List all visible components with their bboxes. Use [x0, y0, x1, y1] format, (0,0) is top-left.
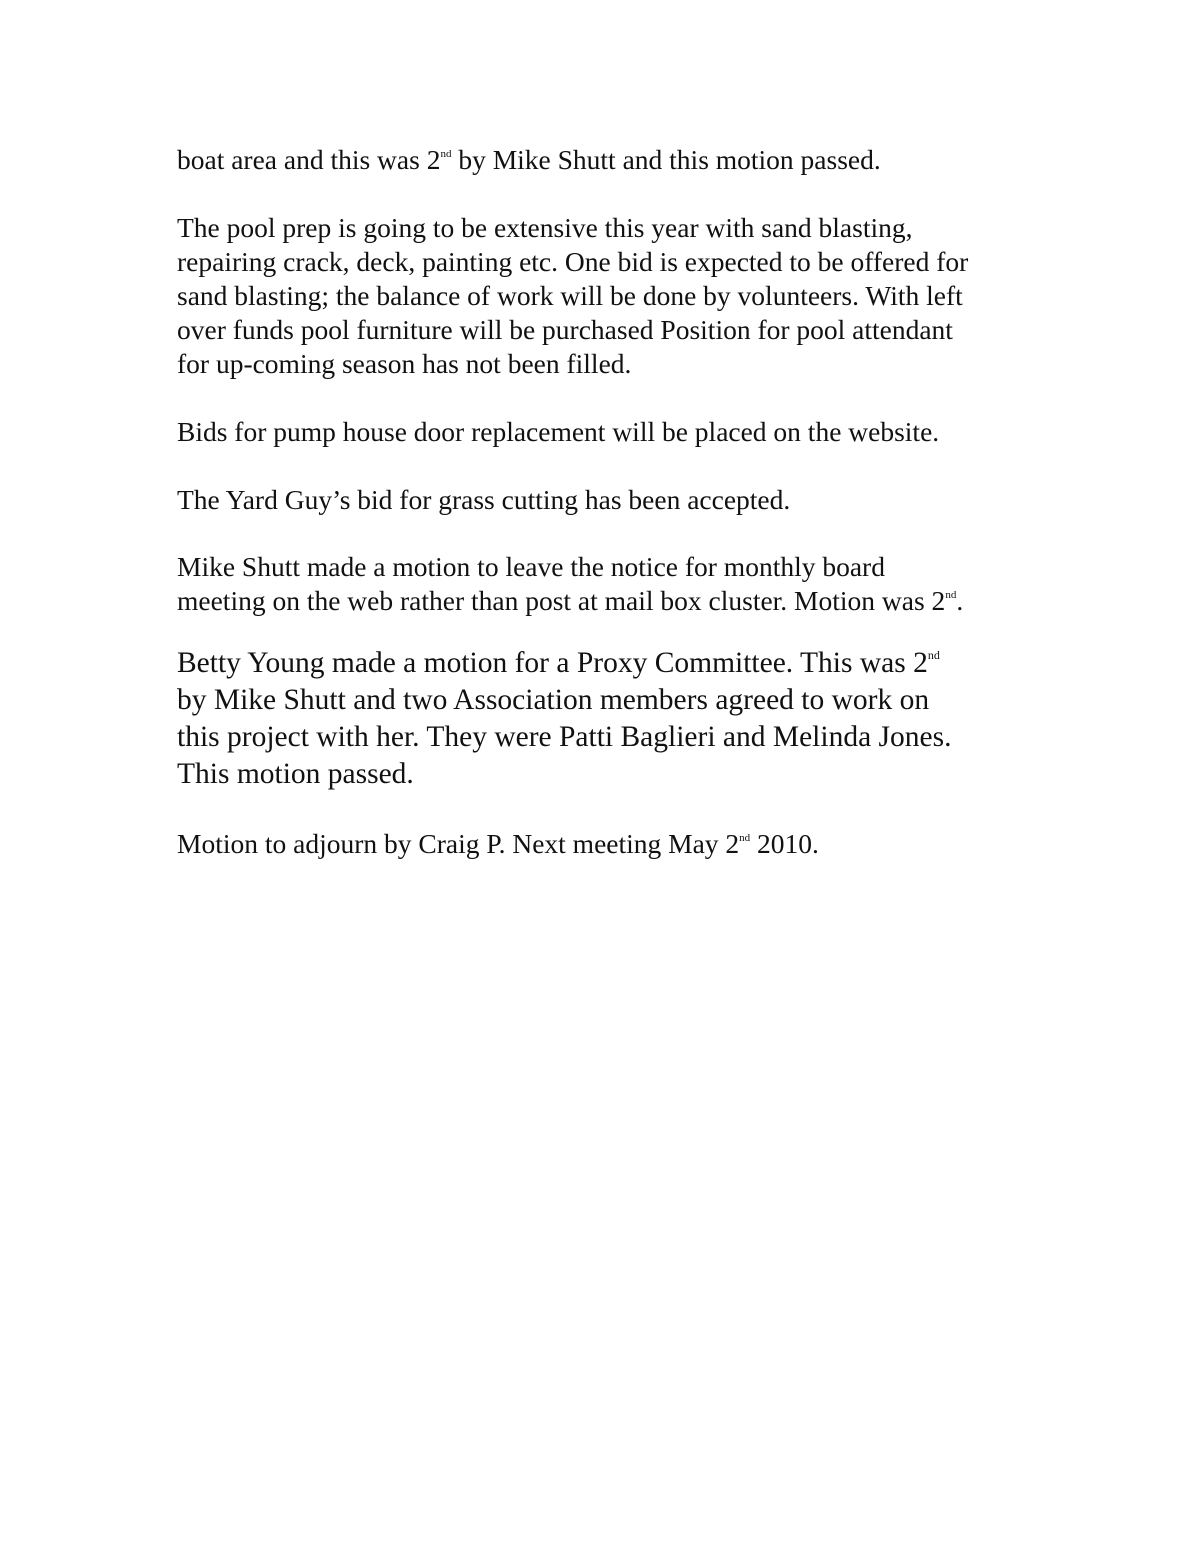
- text-line: boat area and this was 2nd by Mike Shutt and this motion passed.: [177, 144, 881, 175]
- text-line: The Yard Guy’s bid for grass cutting has been accepted.: [177, 484, 791, 515]
- text-line: this project with her. They were Patti Baglieri and Melinda Jones.: [177, 721, 952, 753]
- paragraph-pump-house-bids: [177, 415, 1057, 449]
- text-line: for up-coming season has not been filled.: [177, 348, 632, 379]
- paragraph-adjourn: [177, 827, 1057, 861]
- paragraph-board-meeting-notice: [177, 550, 1057, 618]
- paragraph-proxy-committee: [177, 645, 1057, 793]
- text-line: Betty Young made a motion for a Proxy Committee. This was 2nd: [177, 647, 940, 679]
- text-line: by Mike Shutt and two Association members agreed to work on: [177, 684, 930, 716]
- text-line: Mike Shutt made a motion to leave the notice for monthly board: [177, 551, 885, 582]
- text-line: sand blasting; the balance of work will be done by volunteers. With left: [177, 280, 963, 311]
- text-line: Bids for pump house door replacement will be placed on the website.: [177, 416, 940, 447]
- paragraph-pool-prep: [177, 211, 1057, 381]
- text-line: Motion to adjourn by Craig P. Next meeting May 2nd 2010.: [177, 828, 819, 859]
- text-line: repairing crack, deck, painting etc. One bid is expected to be offered for: [177, 246, 969, 277]
- text-line: meeting on the web rather than post at mail box cluster. Motion was 2nd.: [177, 585, 964, 616]
- text-line: The pool prep is going to be extensive this year with sand blasting,: [177, 212, 913, 243]
- text-line: over funds pool furniture will be purchased Position for pool attendant: [177, 314, 953, 345]
- text-line: This motion passed.: [177, 758, 414, 790]
- paragraph-yard-guy-bid: [177, 483, 1057, 517]
- paragraph-boat-area-motion: [177, 143, 1057, 177]
